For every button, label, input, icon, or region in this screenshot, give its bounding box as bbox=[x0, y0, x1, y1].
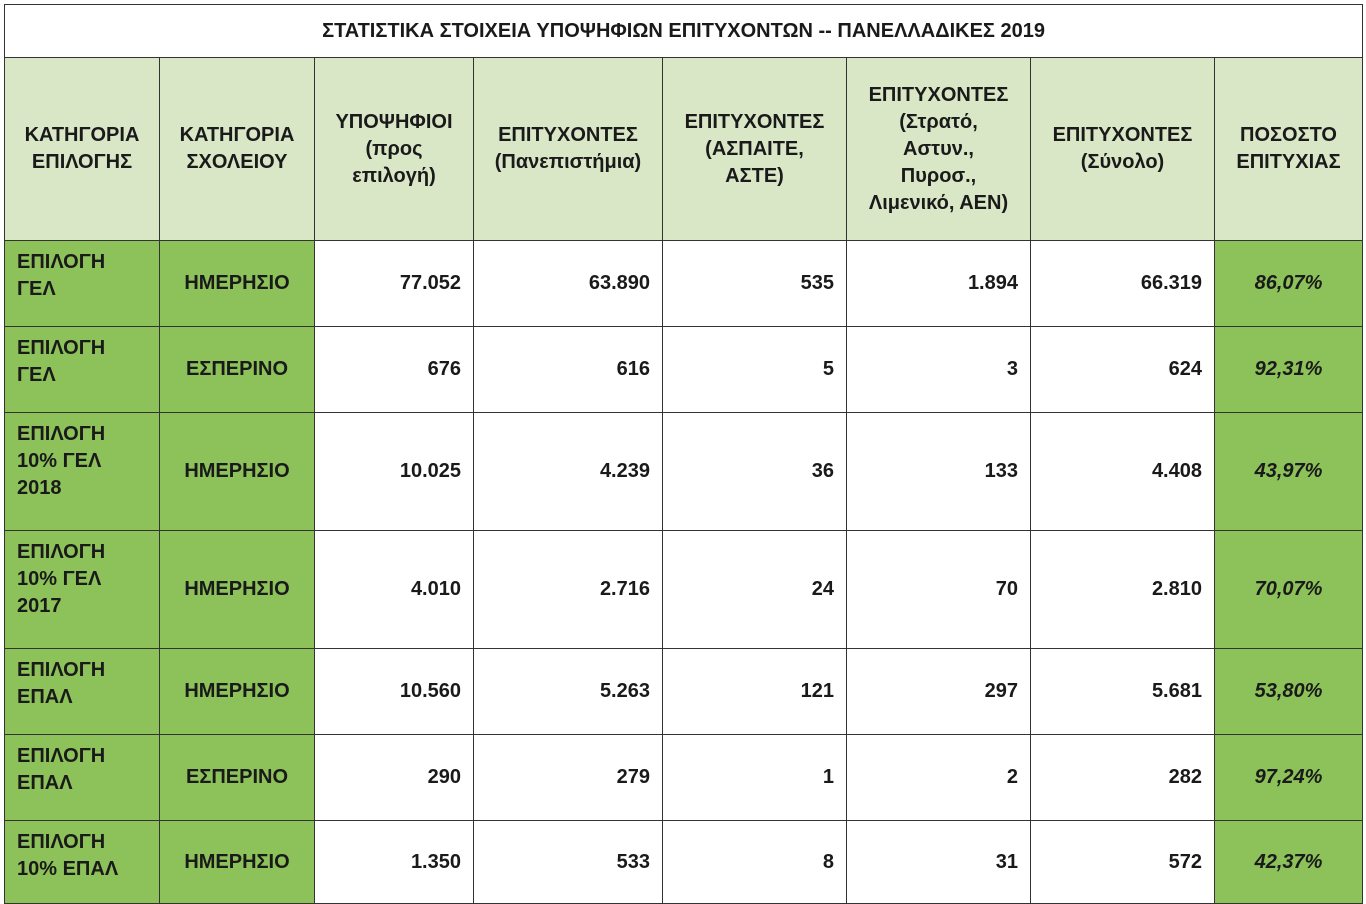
aspaite-cell: 36 bbox=[663, 413, 847, 531]
success-rate-cell: 97,24% bbox=[1215, 735, 1363, 821]
total-cell: 2.810 bbox=[1031, 531, 1215, 649]
universities-cell: 616 bbox=[474, 327, 663, 413]
candidates-cell: 10.560 bbox=[315, 649, 474, 735]
stats-table bbox=[4, 4, 1363, 904]
success-rate-cell: 86,07% bbox=[1215, 241, 1363, 327]
universities-cell: 533 bbox=[474, 821, 663, 904]
selection-category-cell: ΕΠΙΛΟΓΗ 10% ΓΕΛ 2018 bbox=[5, 413, 160, 531]
success-rate-cell: 53,80% bbox=[1215, 649, 1363, 735]
table-row bbox=[5, 735, 1363, 821]
universities-cell: 4.239 bbox=[474, 413, 663, 531]
school-category-cell: ΗΜΕΡΗΣΙΟ bbox=[160, 821, 315, 904]
aspaite-cell: 8 bbox=[663, 821, 847, 904]
candidates-cell: 1.350 bbox=[315, 821, 474, 904]
universities-cell: 2.716 bbox=[474, 531, 663, 649]
table-row bbox=[5, 531, 1363, 649]
candidates-cell: 290 bbox=[315, 735, 474, 821]
selection-category-cell: ΕΠΙΛΟΓΗ ΓΕΛ bbox=[5, 327, 160, 413]
candidates-cell: 676 bbox=[315, 327, 474, 413]
success-rate-cell: 70,07% bbox=[1215, 531, 1363, 649]
school-category-cell: ΗΜΕΡΗΣΙΟ bbox=[160, 649, 315, 735]
header-school-category: ΚΑΤΗΓΟΡΙΑ ΣΧΟΛΕΙΟΥ bbox=[160, 58, 315, 241]
school-category-cell: ΗΜΕΡΗΣΙΟ bbox=[160, 531, 315, 649]
military-cell: 70 bbox=[847, 531, 1031, 649]
total-cell: 282 bbox=[1031, 735, 1215, 821]
candidates-cell: 4.010 bbox=[315, 531, 474, 649]
selection-category-cell: ΕΠΙΛΟΓΗ ΕΠΑΛ bbox=[5, 649, 160, 735]
aspaite-cell: 121 bbox=[663, 649, 847, 735]
table-row bbox=[5, 821, 1363, 904]
candidates-cell: 10.025 bbox=[315, 413, 474, 531]
total-cell: 572 bbox=[1031, 821, 1215, 904]
success-rate-cell: 42,37% bbox=[1215, 821, 1363, 904]
selection-category-cell: ΕΠΙΛΟΓΗ ΕΠΑΛ bbox=[5, 735, 160, 821]
table-row bbox=[5, 649, 1363, 735]
header-successful-total: ΕΠΙΤΥΧΟΝΤΕΣ (Σύνολο) bbox=[1031, 58, 1215, 241]
military-cell: 1.894 bbox=[847, 241, 1031, 327]
candidates-cell: 77.052 bbox=[315, 241, 474, 327]
success-rate-cell: 92,31% bbox=[1215, 327, 1363, 413]
military-cell: 31 bbox=[847, 821, 1031, 904]
title-row bbox=[5, 5, 1363, 58]
school-category-cell: ΗΜΕΡΗΣΙΟ bbox=[160, 241, 315, 327]
total-cell: 5.681 bbox=[1031, 649, 1215, 735]
selection-category-cell: ΕΠΙΛΟΓΗ 10% ΓΕΛ 2017 bbox=[5, 531, 160, 649]
aspaite-cell: 5 bbox=[663, 327, 847, 413]
military-cell: 297 bbox=[847, 649, 1031, 735]
total-cell: 4.408 bbox=[1031, 413, 1215, 531]
universities-cell: 5.263 bbox=[474, 649, 663, 735]
header-row bbox=[5, 58, 1363, 241]
aspaite-cell: 535 bbox=[663, 241, 847, 327]
success-rate-cell: 43,97% bbox=[1215, 413, 1363, 531]
header-selection-category: ΚΑΤΗΓΟΡΙΑ ΕΠΙΛΟΓΗΣ bbox=[5, 58, 160, 241]
selection-category-cell: ΕΠΙΛΟΓΗ 10% ΕΠΑΛ bbox=[5, 821, 160, 904]
total-cell: 624 bbox=[1031, 327, 1215, 413]
total-cell: 66.319 bbox=[1031, 241, 1215, 327]
header-successful-universities: ΕΠΙΤΥΧΟΝΤΕΣ (Πανεπιστήμια) bbox=[474, 58, 663, 241]
header-candidates: ΥΠΟΨΗΦΙΟΙ (προς επιλογή) bbox=[315, 58, 474, 241]
military-cell: 3 bbox=[847, 327, 1031, 413]
table-row bbox=[5, 241, 1363, 327]
header-successful-aspaite: ΕΠΙΤΥΧΟΝΤΕΣ (ΑΣΠΑΙΤΕ, ΑΣΤΕ) bbox=[663, 58, 847, 241]
universities-cell: 63.890 bbox=[474, 241, 663, 327]
military-cell: 2 bbox=[847, 735, 1031, 821]
aspaite-cell: 24 bbox=[663, 531, 847, 649]
header-successful-military: ΕΠΙΤΥΧΟΝΤΕΣ (Στρατό, Αστυν., Πυροσ., Λιμενικό, ΑΕΝ) bbox=[847, 58, 1031, 241]
school-category-cell: ΕΣΠΕΡΙΝΟ bbox=[160, 735, 315, 821]
school-category-cell: ΕΣΠΕΡΙΝΟ bbox=[160, 327, 315, 413]
school-category-cell: ΗΜΕΡΗΣΙΟ bbox=[160, 413, 315, 531]
table-row bbox=[5, 413, 1363, 531]
military-cell: 133 bbox=[847, 413, 1031, 531]
aspaite-cell: 1 bbox=[663, 735, 847, 821]
table-row bbox=[5, 327, 1363, 413]
universities-cell: 279 bbox=[474, 735, 663, 821]
stats-table-container bbox=[4, 4, 1362, 904]
header-success-rate: ΠΟΣΟΣΤΟ ΕΠΙΤΥΧΙΑΣ bbox=[1215, 58, 1363, 241]
selection-category-cell: ΕΠΙΛΟΓΗ ΓΕΛ bbox=[5, 241, 160, 327]
table-title: ΣΤΑΤΙΣΤΙΚΑ ΣΤΟΙΧΕΙΑ ΥΠΟΨΗΦΙΩΝ ΕΠΙΤΥΧΟΝΤΩΝ -- ΠΑΝΕΛΛΑΔΙΚΕΣ 2019 bbox=[5, 5, 1363, 58]
